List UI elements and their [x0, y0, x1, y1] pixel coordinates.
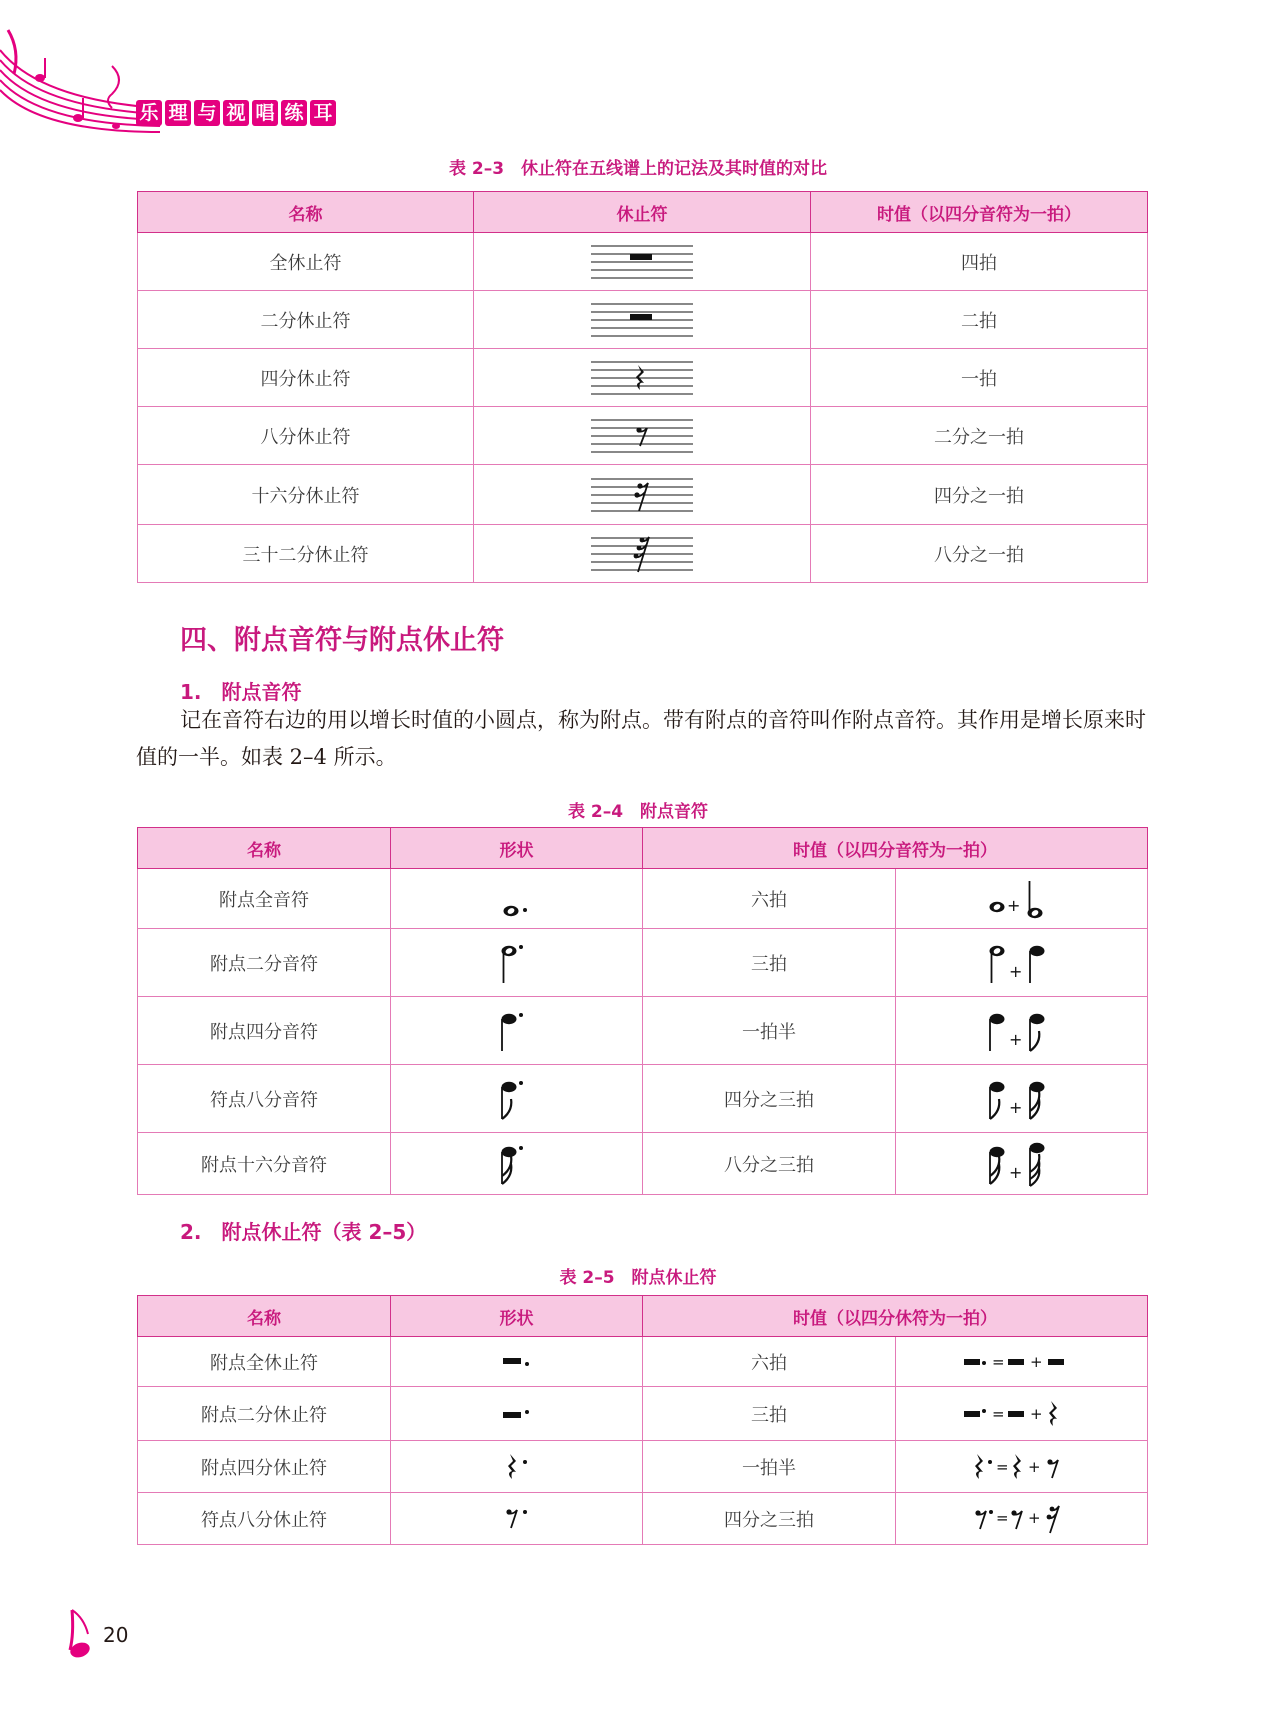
rest-symbol-cell	[474, 525, 811, 583]
rest-symbol-cell	[474, 349, 811, 407]
table-row	[138, 997, 1148, 1065]
table-row	[138, 233, 1148, 291]
row-value: 三拍	[643, 929, 896, 997]
body-paragraph: 记在音符右边的用以增长时值的小圆点，称为附点。带有附点的音符叫作附点音符。其作用是增长原来时值的一半。如表 2–4 所示。	[136, 708, 1146, 769]
table-row	[138, 1337, 1148, 1387]
table-row	[138, 1441, 1148, 1493]
svg-text:=: =	[991, 1404, 1005, 1423]
table-2-4	[137, 827, 1148, 1195]
dotted-whole-note-icon	[497, 879, 537, 919]
row-name: 附点全音符	[138, 869, 391, 929]
row-value: 三拍	[643, 1387, 896, 1441]
note-shape-cell	[391, 997, 643, 1065]
column-header: 时值（以四分音符为一拍）	[643, 828, 1148, 869]
row-name: 四分休止符	[138, 349, 474, 407]
page-header	[0, 0, 380, 150]
equation-cell	[896, 1493, 1148, 1545]
half-rest-equation-icon	[962, 1399, 1082, 1429]
page-number: 20	[103, 1623, 129, 1647]
column-header: 名称	[138, 192, 474, 233]
dotted-quarter-note-icon	[497, 1007, 537, 1055]
rest-shape-cell	[391, 1337, 643, 1387]
svg-text:=: =	[995, 1457, 1009, 1476]
row-name: 三十二分休止符	[138, 525, 474, 583]
row-value: 一拍半	[643, 1441, 896, 1493]
svg-text:+: +	[1006, 895, 1020, 915]
rest-shape-cell	[391, 1441, 643, 1493]
note-shape-cell	[391, 1133, 643, 1195]
half-rest-icon	[589, 300, 695, 340]
column-header: 形状	[391, 1296, 643, 1337]
equation-cell	[896, 869, 1148, 929]
dotted-eighth-note-icon	[497, 1075, 537, 1123]
half-plus-quarter-icon	[987, 939, 1057, 987]
svg-text:=: =	[991, 1352, 1005, 1371]
row-value: 六拍	[643, 1337, 896, 1387]
thirty-second-rest-icon	[589, 534, 695, 574]
row-name: 附点十六分音符	[138, 1133, 391, 1195]
row-value: 四分之三拍	[643, 1493, 896, 1545]
svg-text:+: +	[1027, 1457, 1041, 1476]
row-name: 附点二分休止符	[138, 1387, 391, 1441]
row-value: 四分之三拍	[643, 1065, 896, 1133]
sixteenth-rest-icon	[589, 475, 695, 515]
table-2-5	[137, 1295, 1148, 1545]
rest-shape-cell	[391, 1387, 643, 1441]
rest-symbol-cell	[474, 407, 811, 465]
table-header-row	[138, 1296, 1148, 1337]
book-title-char: 视	[223, 100, 249, 126]
table-row	[138, 929, 1148, 997]
row-value: 六拍	[643, 869, 896, 929]
quarter-rest-equation-icon	[972, 1452, 1072, 1482]
row-value: 二分之一拍	[811, 407, 1148, 465]
row-value: 八分之三拍	[643, 1133, 896, 1195]
table-2-3-caption: 表 2–3 休止符在五线谱上的记法及其时值的对比	[448, 159, 828, 179]
table-row	[138, 869, 1148, 929]
quarter-rest-icon	[589, 358, 695, 398]
row-name: 十六分休止符	[138, 465, 474, 525]
column-header: 休止符	[474, 192, 811, 233]
dotted-sixteenth-note-icon	[497, 1140, 537, 1188]
subsection-title-dotted-notes: 1. 附点音符	[180, 680, 302, 704]
sixteenth-plus-thirty-second-icon	[987, 1140, 1057, 1188]
row-name: 附点二分音符	[138, 929, 391, 997]
rest-shape-cell	[391, 1493, 643, 1545]
equation-cell	[896, 929, 1148, 997]
book-title-char: 练	[281, 100, 307, 126]
equation-cell	[896, 1337, 1148, 1387]
table-row	[138, 525, 1148, 583]
row-name: 八分休止符	[138, 407, 474, 465]
eighth-note-footer-icon	[60, 1604, 100, 1664]
dotted-eighth-rest-icon	[499, 1504, 535, 1534]
equation-cell	[896, 1065, 1148, 1133]
svg-text:+: +	[1008, 1162, 1022, 1182]
rest-symbol-cell	[474, 291, 811, 349]
table-row	[138, 1493, 1148, 1545]
quarter-plus-eighth-icon	[987, 1007, 1057, 1055]
row-name: 二分休止符	[138, 291, 474, 349]
subsection-title-dotted-rests: 2. 附点休止符（表 2–5）	[180, 1220, 427, 1244]
book-title-char: 与	[194, 100, 220, 126]
eighth-rest-equation-icon	[972, 1503, 1072, 1535]
table-2-5-caption: 表 2–5 附点休止符	[559, 1268, 717, 1288]
rest-symbol-cell	[474, 233, 811, 291]
note-shape-cell	[391, 1065, 643, 1133]
column-header: 名称	[138, 1296, 391, 1337]
row-value: 一拍半	[643, 997, 896, 1065]
table-2-3	[137, 191, 1148, 583]
row-name: 符点八分休止符	[138, 1493, 391, 1545]
whole-plus-half-icon	[987, 877, 1057, 921]
table-row	[138, 465, 1148, 525]
whole-rest-equation-icon	[962, 1352, 1082, 1372]
svg-text:+: +	[1008, 1097, 1022, 1117]
dotted-half-note-icon	[497, 939, 537, 987]
row-value: 八分之一拍	[811, 525, 1148, 583]
row-name: 全休止符	[138, 233, 474, 291]
note-shape-cell	[391, 929, 643, 997]
dotted-whole-rest-icon	[499, 1352, 535, 1372]
row-value: 四分之一拍	[811, 465, 1148, 525]
book-title-char: 耳	[310, 100, 336, 126]
row-name: 附点四分休止符	[138, 1441, 391, 1493]
column-header: 形状	[391, 828, 643, 869]
equation-cell	[896, 1133, 1148, 1195]
eighth-rest-icon	[589, 416, 695, 456]
svg-text:+: +	[1027, 1508, 1041, 1527]
table-header-row	[138, 828, 1148, 869]
svg-text:=: =	[995, 1508, 1009, 1527]
equation-cell	[896, 997, 1148, 1065]
table-header-row	[138, 192, 1148, 233]
row-value: 四拍	[811, 233, 1148, 291]
book-title-char: 理	[165, 100, 191, 126]
equation-cell	[896, 1441, 1148, 1493]
table-row	[138, 291, 1148, 349]
equation-cell	[896, 1387, 1148, 1441]
note-shape-cell	[391, 869, 643, 929]
row-value: 一拍	[811, 349, 1148, 407]
column-header: 名称	[138, 828, 391, 869]
table-row	[138, 1133, 1148, 1195]
section-title: 四、附点音符与附点休止符	[180, 625, 504, 656]
row-name: 附点全休止符	[138, 1337, 391, 1387]
table-row	[138, 1387, 1148, 1441]
row-name: 符点八分音符	[138, 1065, 391, 1133]
dotted-half-rest-icon	[499, 1404, 535, 1424]
book-title-char: 唱	[252, 100, 278, 126]
dotted-quarter-rest-icon	[499, 1452, 535, 1482]
svg-text:+: +	[1008, 961, 1022, 981]
whole-rest-icon	[589, 242, 695, 282]
eighth-plus-sixteenth-icon	[987, 1075, 1057, 1123]
row-name: 附点四分音符	[138, 997, 391, 1065]
svg-text:+: +	[1029, 1404, 1043, 1423]
column-header: 时值（以四分音符为一拍）	[811, 192, 1148, 233]
table-row	[138, 349, 1148, 407]
book-title	[136, 100, 336, 126]
music-staff-swoosh-icon	[0, 0, 380, 150]
table-row	[138, 1065, 1148, 1133]
row-value: 二拍	[811, 291, 1148, 349]
rest-symbol-cell	[474, 465, 811, 525]
table-2-4-caption: 表 2–4 附点音符	[567, 802, 709, 822]
svg-text:+: +	[1008, 1029, 1022, 1049]
book-title-char: 乐	[136, 100, 162, 126]
table-row	[138, 407, 1148, 465]
column-header: 时值（以四分休符为一拍）	[643, 1296, 1148, 1337]
svg-text:+: +	[1029, 1352, 1043, 1371]
